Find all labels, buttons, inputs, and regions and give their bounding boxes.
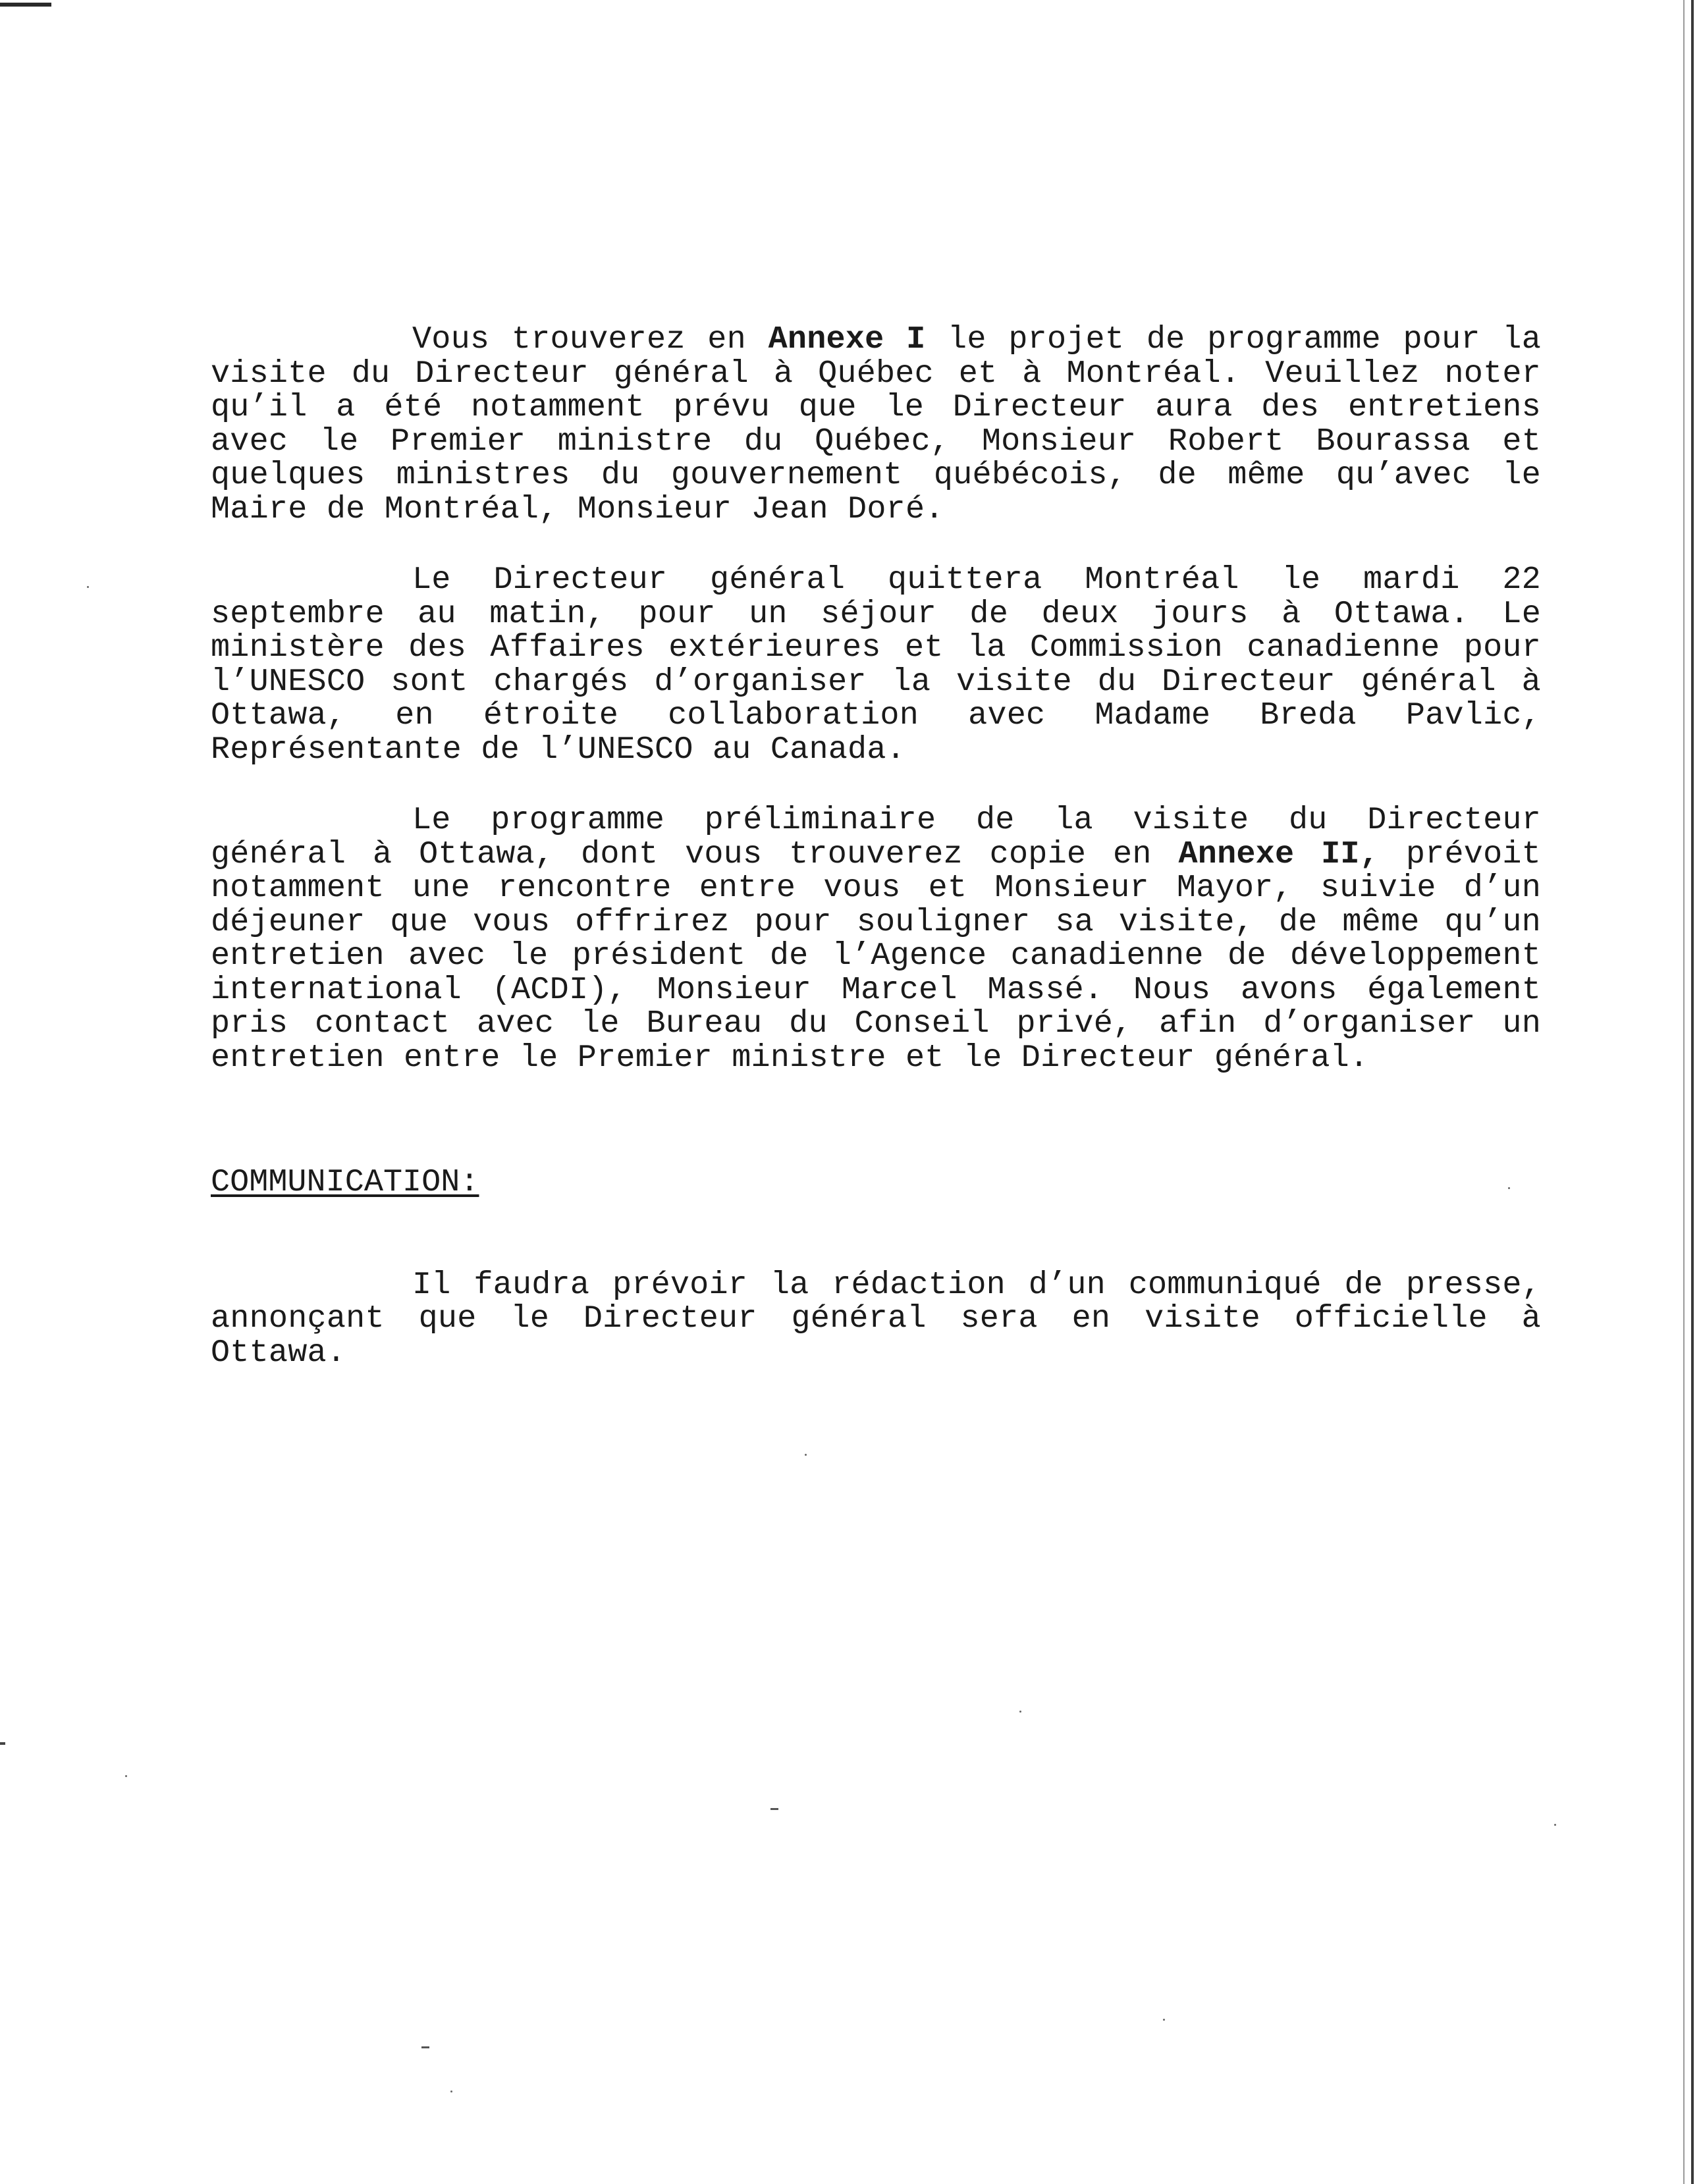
document-body — [211, 323, 1541, 1406]
annexe-ii-label: Annexe II, — [1178, 836, 1380, 872]
paragraph-1-before: Vous trouverez en — [412, 321, 769, 358]
scan-mark — [0, 3, 51, 7]
paragraph-1-after: le projet de programme pour la visite du Directeur général à Québec et à Montréal. Veuillez noter qu’il a été notamment prévu que le Directeur aura des entretiens avec le Premier ministre du Québec, Monsieur Robert Bourassa et quelques ministres du gouvernement québécois, de même qu’avec le Maire de Montréal, Monsieur Jean Doré. — [211, 321, 1541, 527]
paragraph-annexe-ii — [211, 803, 1541, 1075]
scan-speck — [1019, 1711, 1021, 1713]
scan-dash — [770, 1808, 778, 1810]
scan-speck — [450, 2091, 452, 2092]
section-heading-communication: COMMUNICATION: — [211, 1164, 479, 1200]
scan-mark-left — [0, 1742, 5, 1745]
scan-speck — [1163, 2019, 1165, 2021]
scan-speck — [125, 1775, 127, 1777]
scan-dash — [421, 2046, 429, 2048]
paragraph-ottawa-visit: Le Directeur général quittera Montréal le mardi 22 septembre au matin, pour un séjour de deux jours à Ottawa. Le ministère des Affaires extérieures et la Commission canadienne pour l’UNESCO sont chargés d’organiser la visite du Directeur général à Ottawa, en étroite collaboration avec Madame Breda Pavlic, Représentante de l’UNESCO au Canada. — [211, 562, 1541, 768]
annexe-i-label: Annexe I — [768, 321, 926, 358]
paragraph-communique: Il faudra prévoir la rédaction d’un communiqué de presse, annonçant que le Directeur général sera en visite officielle à Ottawa. — [211, 1266, 1541, 1371]
paragraph-3-before: Le programme préliminaire de la visite du Directeur général à Ottawa, dont vous trouverez copie en — [211, 802, 1541, 872]
paragraph-annexe-i — [211, 323, 1541, 526]
scan-edge-inner — [1683, 0, 1685, 2184]
paragraph-3-after: prévoit notamment une rencontre entre vous et Monsieur Mayor, suivie d’un déjeuner que vous offrirez pour souligner sa visite, de même qu’un entretien avec le président de l’Agence canadienne de développement international (ACDI), Monsieur Marcel Massé. Nous avons également pris contact avec le Bureau du Conseil privé, afin d’organiser un entretien entre le Premier ministre et le Directeur général. — [211, 836, 1541, 1076]
scan-speck — [1554, 1824, 1556, 1826]
scan-edge — [1691, 0, 1694, 2184]
scan-speck — [87, 586, 89, 588]
scan-speck — [805, 1454, 807, 1456]
